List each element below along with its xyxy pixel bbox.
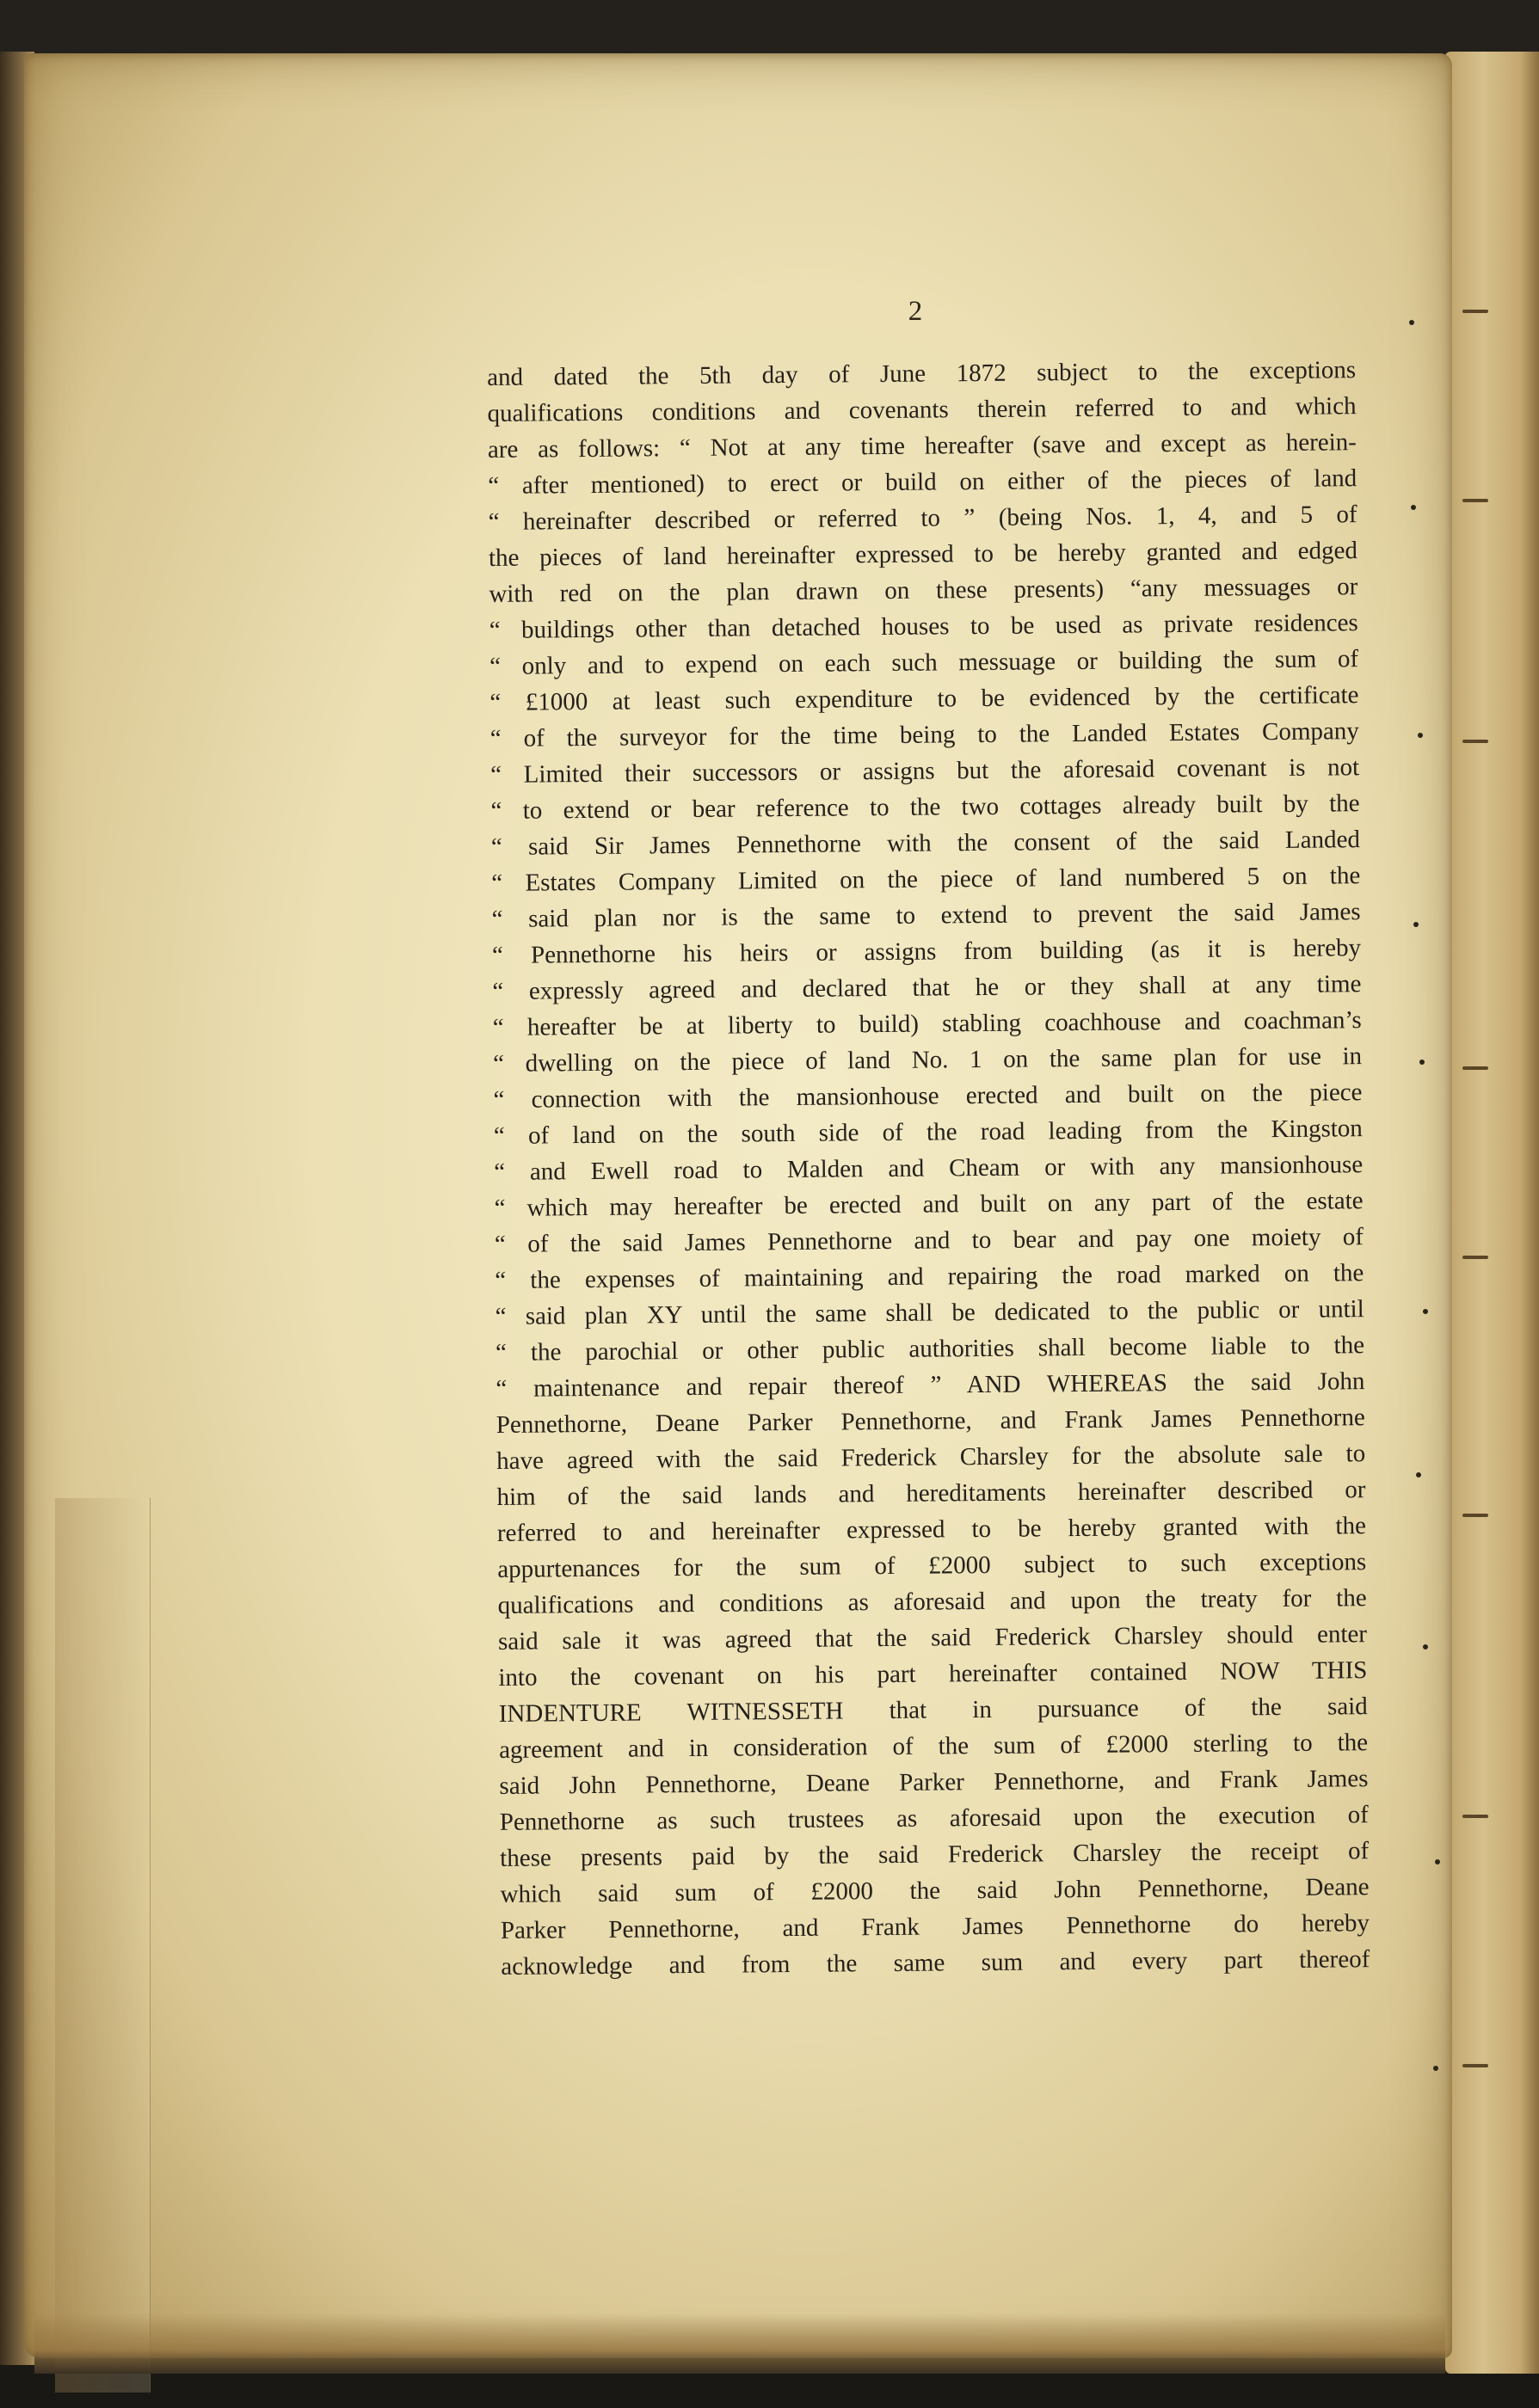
text-line: “ maintenance and repair thereof ” AND WHEREAS the said John — [496, 1367, 1365, 1403]
text-line: “ after mentioned) to erect or build on either of the pieces of land — [488, 464, 1357, 500]
text-line: said sale it was agreed that the said Frederick Charsley should enter — [497, 1620, 1368, 1656]
text-line: qualifications and conditions as aforesaid and upon the treaty for the — [497, 1584, 1367, 1619]
text-line: “ buildings other than detached houses to be used as private residences — [489, 609, 1358, 644]
text-line: acknowledge and from the same sum and every part thereof — [501, 1945, 1370, 1981]
page-number: 2 — [908, 296, 923, 327]
text-line: the pieces of land hereinafter expressed to be hereby granted and edged — [488, 537, 1358, 572]
binding-stitch — [1462, 1256, 1488, 1259]
text-line: “ connection with the mansionhouse erected and built on the piece — [493, 1078, 1363, 1114]
next-page-edge — [1445, 52, 1539, 2374]
text-line: “ Estates Company Limited on the piece of land numbered 5 on the — [491, 862, 1361, 897]
text-line: “ expressly agreed and declared that he or they shall at any time — [492, 970, 1362, 1005]
print-speck — [1419, 1060, 1425, 1065]
text-line: “ Limited their successors or assigns but the aforesaid covenant is not — [490, 753, 1360, 789]
binding-stitch — [1462, 1066, 1488, 1070]
text-line: said John Pennethorne, Deane Parker Pennethorne, and Frank James — [499, 1765, 1369, 1800]
text-line: “ said plan nor is the same to extend to prevent the said James — [491, 898, 1361, 933]
print-speck — [1433, 2066, 1438, 2071]
text-line: these presents paid by the said Frederick Charsley the receipt of — [500, 1837, 1370, 1872]
text-line: “ only and to expend on each such messuage or building the sum of — [489, 645, 1359, 680]
text-line: qualifications conditions and covenants therein referred to and which — [487, 392, 1357, 427]
print-speck — [1418, 733, 1423, 738]
text-line: “ of land on the south side of the road leading from the Kingston — [493, 1115, 1363, 1150]
text-line: “ hereinafter described or referred to ” (being Nos. 1, 4, and 5 of — [488, 501, 1357, 536]
binding-stitch — [1462, 1815, 1488, 1818]
text-line: referred to and hereinafter expressed to be hereby granted with the — [496, 1512, 1367, 1547]
text-line: “ of the surveyor for the time being to the Landed Estates Company — [489, 717, 1359, 752]
print-speck — [1423, 1309, 1428, 1314]
text-line: with red on the plan drawn on these presents) “any messuages or — [489, 573, 1358, 608]
text-line: appurtenances for the sum of £2000 subject to such exceptions — [497, 1548, 1367, 1583]
text-line: Pennethorne, Deane Parker Pennethorne, and Frank James Pennethorne — [496, 1404, 1365, 1439]
print-speck — [1411, 505, 1416, 510]
text-line: have agreed with the said Frederick Charsley for the absolute sale to — [496, 1440, 1366, 1475]
page-bottom-edge — [34, 2313, 1445, 2374]
text-line: “ the expenses of maintaining and repairing the road marked on the — [495, 1259, 1364, 1294]
text-line: “ which may hereafter be erected and built on any part of the estate — [494, 1187, 1364, 1222]
text-line: “ and Ewell road to Malden and Cheam or with any mansionhouse — [494, 1151, 1364, 1186]
text-line: INDENTURE WITNESSETH that in pursuance of the said — [498, 1692, 1368, 1728]
text-line: him of the said lands and hereditaments hereinafter described or — [496, 1476, 1366, 1511]
binding-stitch — [1462, 2064, 1488, 2067]
text-line: “ dwelling on the piece of land No. 1 on the same plan for use in — [493, 1042, 1363, 1078]
text-line: and dated the 5th day of June 1872 subject to the exceptions — [487, 356, 1357, 391]
binding-stitch — [1462, 310, 1488, 313]
text-line: into the covenant on his part hereinafter contained NOW THIS — [498, 1656, 1368, 1692]
text-line: “ Pennethorne his heirs or assigns from building (as it is hereby — [491, 934, 1362, 969]
text-line: “ said plan XY until the same shall be dedicated to the public or until — [495, 1295, 1364, 1330]
text-line: “ of the said James Pennethorne and to bear and pay one moiety of — [494, 1223, 1364, 1258]
text-line: “ £1000 at least such expenditure to be evidenced by the certificate — [489, 681, 1359, 716]
text-line: “ hereafter be at liberty to build) stabling coachhouse and coachman’s — [492, 1006, 1362, 1041]
text-line: which said sum of £2000 the said John Pennethorne, Deane — [500, 1873, 1370, 1908]
print-speck — [1435, 1859, 1440, 1864]
text-line: “ said Sir James Pennethorne with the consent of the said Landed — [490, 826, 1361, 861]
print-speck — [1409, 320, 1414, 325]
binding-stitch — [1462, 740, 1488, 743]
text-line: Pennethorne as such trustees as aforesaid upon the execution of — [499, 1801, 1369, 1836]
text-line: Parker Pennethorne, and Frank James Pennethorne do hereby — [500, 1909, 1370, 1944]
text-line: are as follows: “ Not at any time hereafter (save and except as herein- — [487, 428, 1357, 464]
document-page — [24, 53, 1452, 2358]
print-speck — [1413, 922, 1419, 927]
text-line: “ the parochial or other public authorities shall become liable to the — [495, 1331, 1365, 1367]
page-fold — [55, 1498, 151, 2393]
body-text — [487, 352, 1370, 1985]
print-speck — [1416, 1472, 1421, 1477]
binding-stitch — [1462, 1514, 1488, 1517]
text-line: “ to extend or bear reference to the two cottages already built by the — [490, 789, 1360, 825]
binding-stitch — [1462, 499, 1488, 502]
print-speck — [1423, 1644, 1428, 1649]
text-line: agreement and in consideration of the sum of £2000 sterling to the — [498, 1729, 1369, 1764]
